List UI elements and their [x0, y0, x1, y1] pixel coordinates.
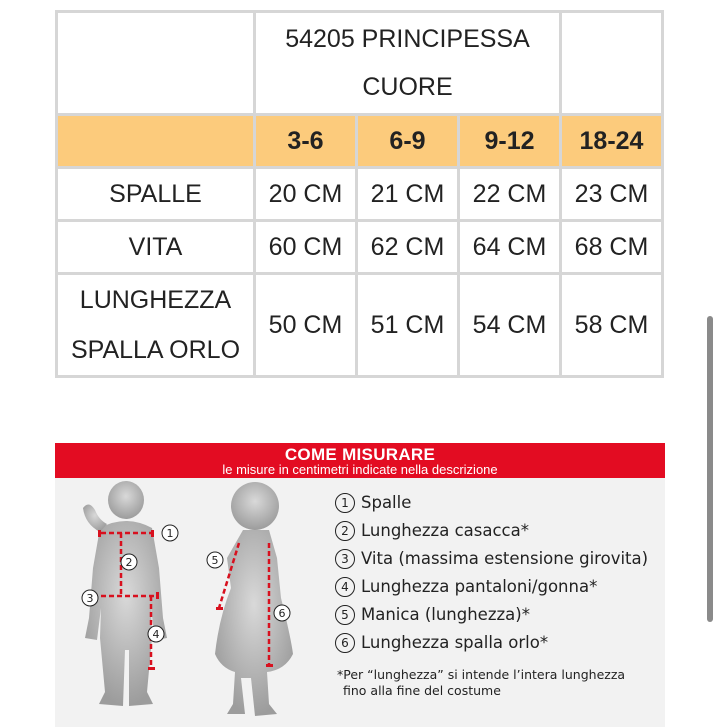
- legend-text: Lunghezza spalla orlo*: [361, 633, 549, 652]
- marker-4-label: 4: [152, 628, 160, 641]
- legend-item: [335, 573, 665, 601]
- table-cell: 60 CM: [256, 222, 355, 272]
- product-title-line2: CUORE: [362, 73, 453, 101]
- table-cell: 23 CM: [562, 169, 661, 219]
- legend-item: [335, 489, 665, 517]
- table-row: [58, 275, 661, 375]
- row-label-vita: VITA: [58, 222, 253, 272]
- measure-legend: [335, 489, 665, 657]
- size-header: 9-12: [460, 116, 559, 166]
- product-title-line1: 54205 PRINCIPESSA: [285, 25, 530, 53]
- marker-1-label: 1: [166, 527, 174, 540]
- table-row: [58, 169, 661, 219]
- legend-item: [335, 629, 665, 657]
- table-cell: 58 CM: [562, 275, 661, 375]
- length-footnote: [337, 667, 667, 699]
- measure-guide: [55, 443, 665, 727]
- table-cell: 22 CM: [460, 169, 559, 219]
- guide-title: COME MISURARE: [284, 445, 436, 464]
- row-label-lunghezza: [58, 275, 253, 375]
- marker-6-label: 6: [278, 607, 286, 620]
- row-label-line1: LUNGHEZZA: [79, 286, 232, 314]
- legend-number: 4: [335, 577, 355, 597]
- marker-5-label: 5: [211, 554, 219, 567]
- legend-number: 6: [335, 633, 355, 653]
- vertical-scrollbar[interactable]: [707, 316, 713, 622]
- legend-number: 5: [335, 605, 355, 625]
- size-header: 3-6: [256, 116, 355, 166]
- marker-2-icon: [121, 554, 137, 570]
- row-label-line2: SPALLA ORLO: [70, 336, 241, 364]
- marker-3-icon: [82, 590, 98, 606]
- size-header: 6-9: [358, 116, 457, 166]
- footnote-line2: fino alla fine del costume: [343, 683, 501, 698]
- legend-text: Vita (massima estensione girovita): [361, 549, 649, 568]
- marker-5-icon: [207, 552, 223, 568]
- empty-title-cell: [562, 13, 661, 113]
- table-row: [58, 222, 661, 272]
- table-cell: 51 CM: [358, 275, 457, 375]
- child-figures-illustration: [55, 478, 325, 727]
- legend-text: Spalle: [361, 493, 412, 512]
- legend-item: [335, 601, 665, 629]
- legend-text: Lunghezza casacca*: [361, 521, 529, 540]
- size-header: 18-24: [562, 116, 661, 166]
- size-table: [55, 10, 664, 378]
- legend-number: 2: [335, 521, 355, 541]
- empty-corner-cell: [58, 13, 253, 113]
- table-cell: 64 CM: [460, 222, 559, 272]
- row-label-spalle: SPALLE: [58, 169, 253, 219]
- table-cell: 21 CM: [358, 169, 457, 219]
- table-cell: 50 CM: [256, 275, 355, 375]
- table-cell: 20 CM: [256, 169, 355, 219]
- legend-item: [335, 517, 665, 545]
- marker-3-label: 3: [86, 592, 94, 605]
- table-cell: 68 CM: [562, 222, 661, 272]
- legend-number: 3: [335, 549, 355, 569]
- marker-1-icon: [162, 525, 178, 541]
- side-child-icon: [215, 482, 293, 716]
- marker-2-label: 2: [125, 556, 133, 569]
- marker-4-icon: [148, 626, 164, 642]
- legend-item: [335, 545, 665, 573]
- product-title-cell: [256, 13, 559, 113]
- marker-6-icon: [274, 605, 290, 621]
- legend-text: Lunghezza pantaloni/gonna*: [361, 577, 598, 596]
- table-cell: 62 CM: [358, 222, 457, 272]
- table-cell: 54 CM: [460, 275, 559, 375]
- footnote-line1: *Per “lunghezza” si intende l’intera lunghezza: [337, 667, 626, 682]
- legend-text: Manica (lunghezza)*: [361, 605, 530, 624]
- legend-number: 1: [335, 493, 355, 513]
- guide-subtitle: le misure in centimetri indicate nella descrizione: [222, 462, 498, 477]
- guide-header: [55, 443, 665, 478]
- empty-header-cell: [58, 116, 253, 166]
